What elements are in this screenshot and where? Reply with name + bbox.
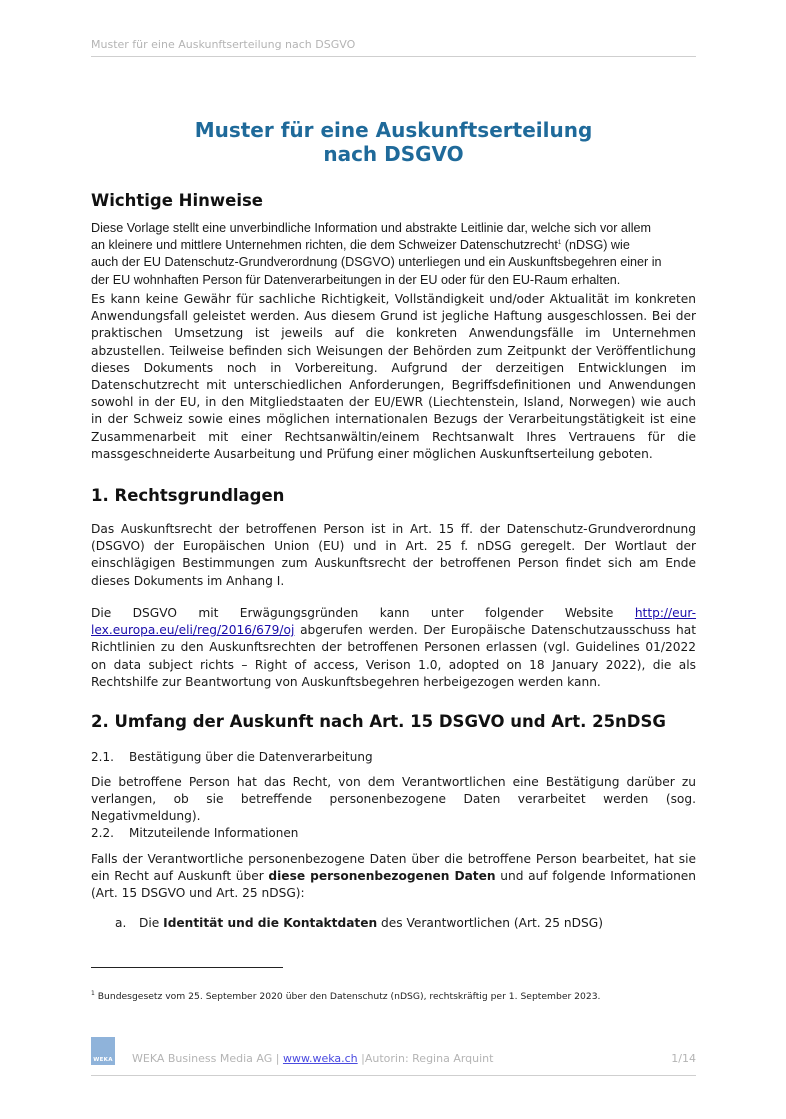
- subheading-number: 2.2.: [91, 826, 114, 840]
- rechtsgrundlagen-paragraph-1: Das Auskunftsrecht der betroffenen Person ist in Art. 15 ff. der Datenschutz-Grundverordnung (DSGVO) der Europäischen Union (EU) und in Art. 25 f. nDSG geregelt. Der Wortlaut der einschlägigen Bestimmungen zum Auskunftsrecht der betroffenen Person findet sich am Ende dieses Dokuments im Anhang I.: [91, 522, 696, 588]
- rechtsgrundlagen-paragraph-2: [91, 605, 696, 691]
- informationen-text-bold: diese personenbezogenen Daten: [268, 869, 496, 884]
- para2-text-after: abgerufen werden. Der Europäische Datenschutzausschuss hat Richtlinien zu den Auskunftsrechten der betroffenen Personen erlassen (vgl. Guidelines 01/2022 on data subject richts – Right of access, Verison 1.0, adopted on 18 January 2022), die als Rechtshilfe zur Beantwortung von Auskunftsbegehren herbeigezogen werden kann.: [91, 623, 696, 689]
- intro-line-3: auch der EU Datenschutz-Grundverordnung (DSGVO) unterliegen und ein Auskunftsbegehren einer in: [91, 255, 662, 270]
- running-header: Muster für eine Auskunftserteilung nach DSGVO: [91, 38, 696, 57]
- list-item-text-before: Die: [139, 916, 164, 930]
- footnote-reference[interactable]: 1: [557, 240, 562, 247]
- document-title-line-2: nach DSGVO: [323, 142, 464, 166]
- intro-line-1: Diese Vorlage stellt eine unverbindliche Information und abstrakte Leitlinie dar, welche sich vor allem: [91, 221, 652, 235]
- footnote-text: Bundesgesetz vom 25. September 2020 über den Datenschutz (nDSG), rechtskräftig per 1. September 2023.: [94, 991, 601, 1002]
- subheading-2-2: [91, 826, 298, 840]
- list-item-text-bold: Identität und die Kontaktdaten: [163, 916, 378, 930]
- footer-text: [132, 1052, 493, 1065]
- subheading-2-1: [91, 750, 373, 764]
- subheading-title: Mitzuteilende Informationen: [129, 826, 299, 840]
- heading-wichtige-hinweise: Wichtige Hinweise: [91, 191, 263, 210]
- list-item-text-after: des Verantwortlichen (Art. 25 nDSG): [377, 916, 603, 930]
- footnote-number: 1: [91, 989, 95, 997]
- list-item: [115, 916, 603, 930]
- subheading-title: Bestätigung über die Datenverarbeitung: [129, 750, 373, 764]
- heading-umfang-der-auskunft: 2. Umfang der Auskunft nach Art. 15 DSGVO und Art. 25nDSG: [91, 712, 666, 731]
- intro-line-4: der EU wohnhaften Person für Datenverarbeitungen in der EU oder für den EU-Raum erhalten.: [91, 272, 621, 287]
- disclaimer-paragraph: Es kann keine Gewähr für sachliche Richtigkeit, Vollständigkeit und/oder Aktualität im konkreten Anwendungsfall geleistet werden. Aus diesem Grund ist jegliche Haftung ausgeschlossen. Bei der praktischen Umsetzung ist jeweils auf die konkreten Anwendungsfälle im Unternehmen abzustellen. Teilweise befinden sich Weisungen der Behörden zum Zeitpunkt der Veröffentlichung dieses Dokuments noch in Vorbereitung. Aufgrund der derzeitigen Entwicklungen im Datenschutzrecht mit unterschiedlichen Anforderungen, Begriffsdefinitionen und Anwendungen sowohl in der EU, in den Mitgliedstaaten der EU/EWR (Liechtenstein, Island, Norwegen) wie auch in der Schweiz sowie eines möglichen internationalen Bezugs der Verarbeitungstätigkeit ist eine Zusammenarbeit mit einer Rechtsanwältin/einem Rechtsanwalt Ihres Vertrauens für die massgeschneiderte Ausarbeitung und Prüfung einer möglichen Auskunftserteilung geboten.: [91, 292, 696, 461]
- informationen-text-after: und auf folgende Informationen (Art. 15 DSGVO und Art. 25 nDSG):: [91, 869, 697, 901]
- page-footer: [91, 1037, 696, 1076]
- weka-logo: WEKA: [91, 1037, 115, 1065]
- footnote-separator: [91, 967, 283, 968]
- intro-line-2: [91, 237, 696, 254]
- informationen-paragraph: [91, 851, 696, 903]
- bestaetigung-paragraph: Die betroffene Person hat das Recht, von dem Verantwortlichen eine Bestätigung darüber zu verlangen, ob sie betreffende personenbezogene Daten verarbeitet werden (sog. Negativmeldung).: [91, 775, 696, 824]
- intro-line-2-tail: (nDSG) wie: [561, 238, 630, 253]
- weka-website-link[interactable]: www.weka.ch: [282, 1052, 358, 1065]
- eur-lex-link[interactable]: http://eur-lex.europa.eu/eli/reg/2016/679/oj: [91, 606, 696, 638]
- footer-company: WEKA Business Media AG |: [132, 1052, 283, 1065]
- footnote: [91, 991, 600, 1002]
- intro-line-2-text: an kleinere und mittlere Unternehmen richten, die dem Schweizer Datenschutzrecht: [91, 238, 558, 253]
- subheading-number: 2.1.: [91, 750, 114, 764]
- list-marker: a.: [115, 916, 127, 930]
- para2-text-before: Die DSGVO mit Erwägungsgründen kann unter folgender Website: [91, 606, 635, 620]
- document-title: [91, 118, 696, 166]
- intro-paragraph: [91, 220, 696, 289]
- page-number: 1/14: [671, 1052, 696, 1065]
- footer-author: |Autorin: Regina Arquint: [357, 1052, 494, 1065]
- heading-rechtsgrundlagen: 1. Rechtsgrundlagen: [91, 486, 285, 505]
- document-title-line-1: Muster für eine Auskunftserteilung: [194, 118, 593, 142]
- informationen-text-before: Falls der Verantwortliche personenbezogene Daten über die betroffene Person bearbeitet, hat sie ein Recht auf Auskunft über: [91, 852, 696, 884]
